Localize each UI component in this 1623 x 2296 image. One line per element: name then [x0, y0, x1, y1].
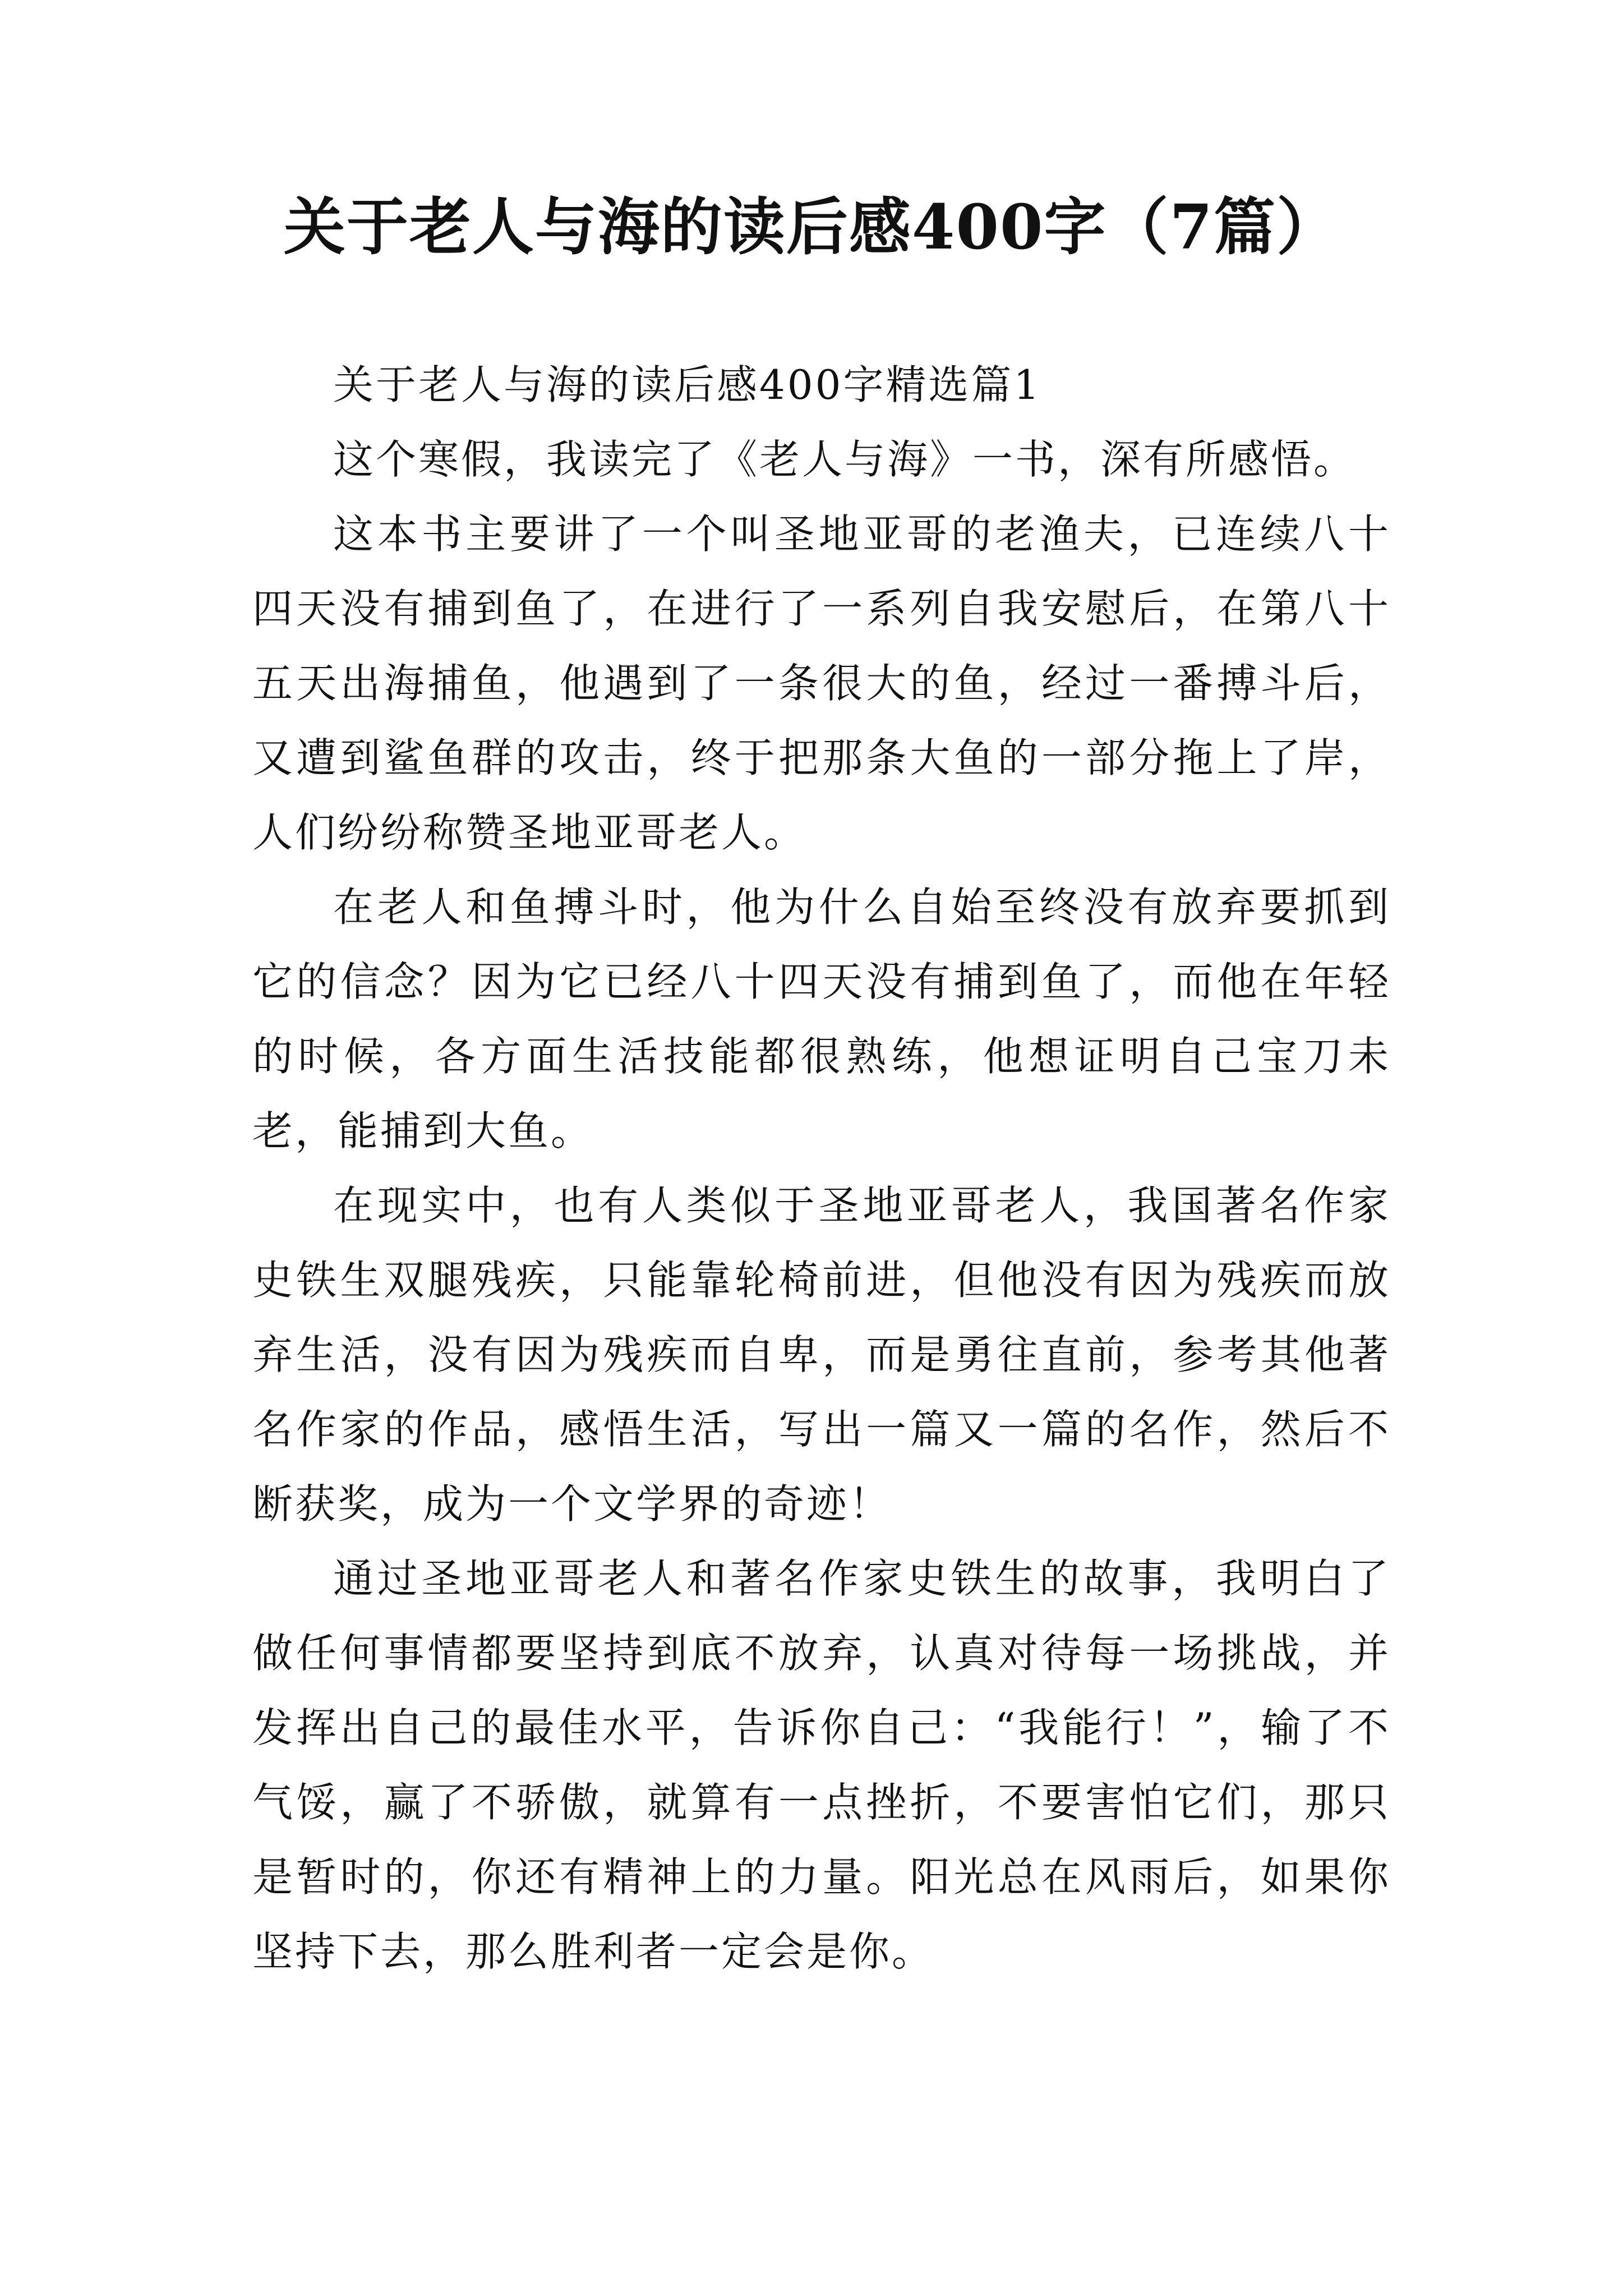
document-body [252, 348, 1391, 1989]
paragraph: 这个寒假，我读完了《老人与海》一书，深有所感悟。 [333, 436, 1357, 483]
paragraph: 在现实中，也有人类似于圣地亚哥老人，我国著名作家史铁生双腿残疾，只能靠轮椅前进，但他没有因为残疾而放弃生活，没有因为残疾而自卑，而是勇往直前，参考其他著名作家的作品，感悟生活，写出一篇又一篇的名作，然后不断获奖，成为一个文学界的奇迹！ [252, 1182, 1391, 1527]
document-title: 关于老人与海的读后感400字（7篇） [283, 191, 1340, 263]
paragraph: 这本书主要讲了一个叫圣地亚哥的老渔夫，已连续八十四天没有捕到鱼了，在进行了一系列自我安慰后，在第八十五天出海捕鱼，他遇到了一条很大的鱼，经过一番搏斗后，又遭到鲨鱼群的攻击，终于把那条大鱼的一部分拖上了岸，人们纷纷称赞圣地亚哥老人。 [252, 510, 1391, 856]
paragraph: 在老人和鱼搏斗时，他为什么自始至终没有放弃要抓到它的信念？因为它已经八十四天没有捕到鱼了，而他在年轻的时候，各方面生活技能都很熟练，他想证明自己宝刀未老，能捕到大鱼。 [252, 884, 1391, 1154]
section-heading: 关于老人与海的读后感400字精选篇1 [333, 361, 1042, 408]
paragraph: 通过圣地亚哥老人和著名作家史铁生的故事，我明白了做任何事情都要坚持到底不放弃，认真对待每一场挑战，并发挥出自己的最佳水平，告诉你自己：“我能行！”，输了不气馁，赢了不骄傲，就算有一点挫折，不要害怕它们，那只是暂时的，你还有精神上的力量。阳光总在风雨后，如果你坚持下去，那么胜利者一定会是你。 [252, 1555, 1391, 1975]
